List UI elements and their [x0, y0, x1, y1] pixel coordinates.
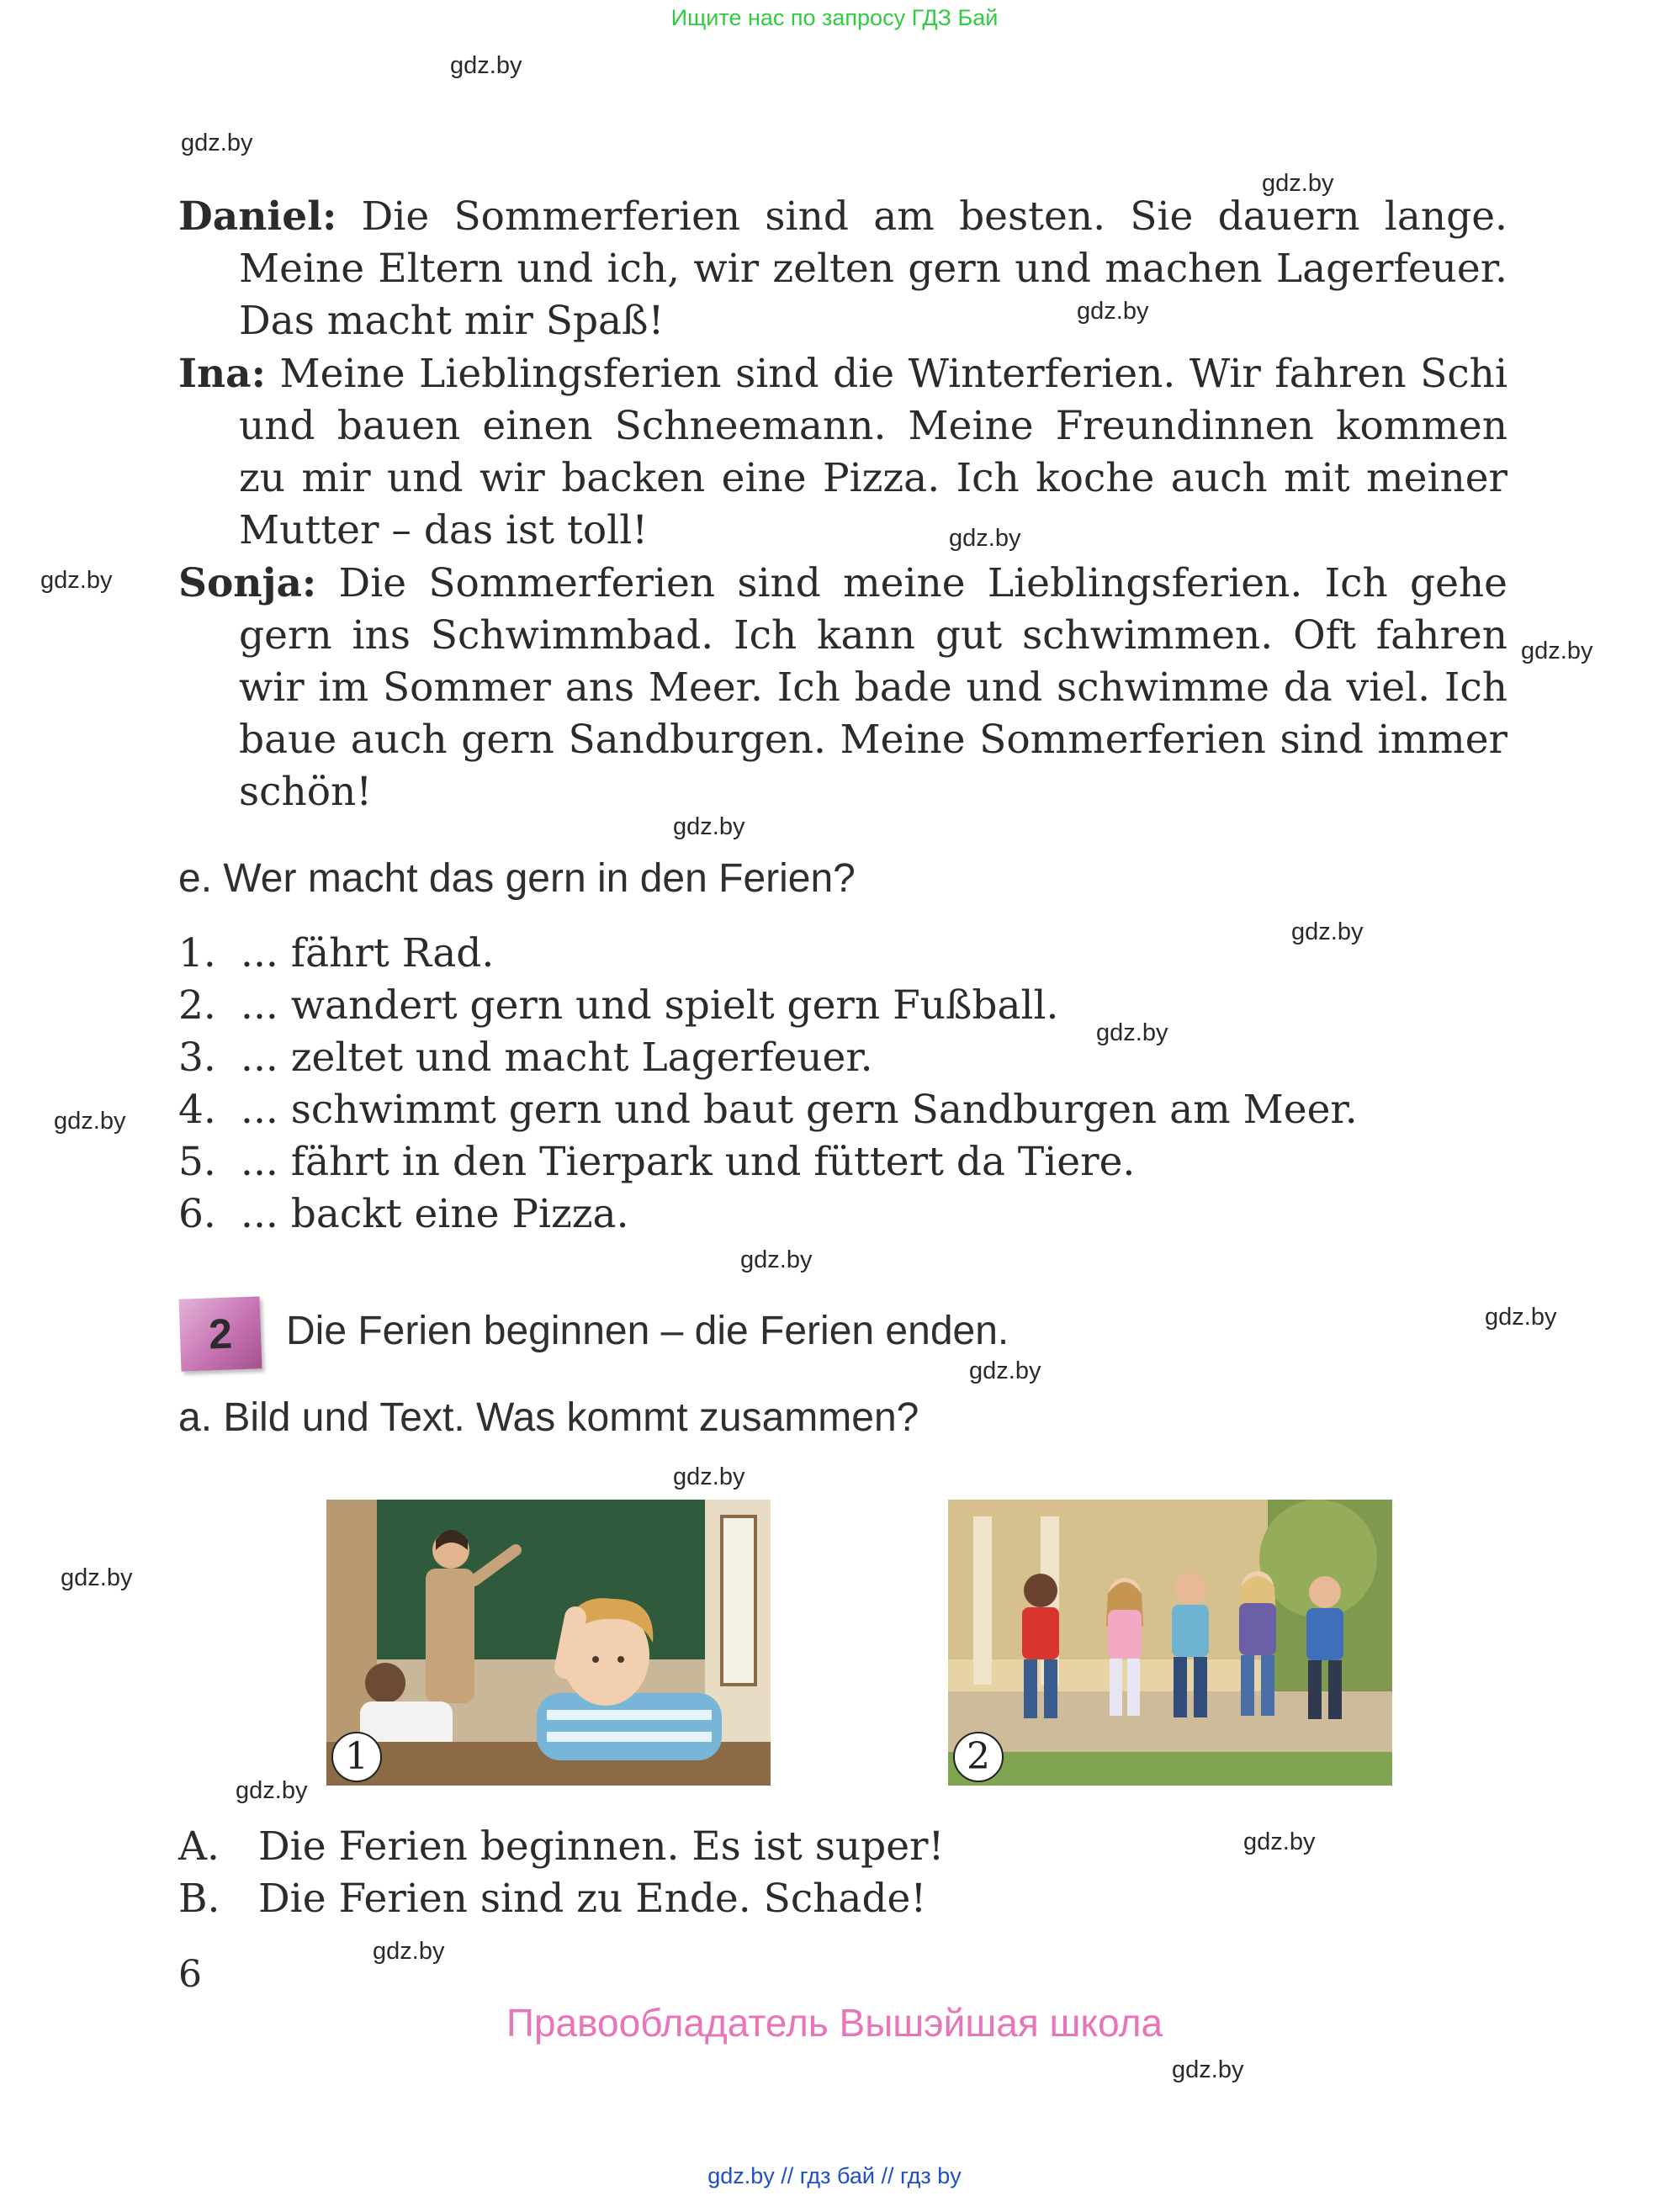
dialogue-sonja	[178, 558, 1507, 818]
item-text: ... zeltet und macht Lagerfeuer.	[241, 1035, 873, 1081]
dialogue-ina	[178, 348, 1507, 557]
photo-number: 1	[331, 1732, 382, 1782]
watermark: gdz.by	[181, 130, 253, 156]
item-number: 6.	[178, 1191, 216, 1237]
item-letter: A.	[178, 1823, 220, 1870]
task-e-heading: e. Wer macht das gern in den Ferien?	[178, 856, 856, 901]
watermark: gdz.by	[54, 1108, 126, 1135]
item-number: 4.	[178, 1087, 216, 1133]
item-text: ... fährt Rad.	[241, 930, 495, 976]
watermark: gdz.by	[1521, 638, 1593, 664]
list-item	[178, 928, 1358, 980]
item-text: ... wandert gern und spielt gern Fußball.	[241, 982, 1059, 1029]
watermark: gdz.by	[1291, 918, 1364, 945]
list-item	[178, 1136, 1358, 1188]
watermark: gdz.by	[40, 567, 113, 594]
watermark: gdz.by	[1077, 298, 1149, 325]
rights-holder: Правообладатель Вышэйшая школа	[506, 2001, 1163, 2045]
task-e-list	[178, 928, 1358, 1241]
item-text: ... fährt in den Tierpark und füttert da Tiere.	[241, 1139, 1136, 1185]
watermark: gdz.by	[450, 52, 522, 79]
list-item	[178, 1821, 944, 1873]
answer-list	[178, 1821, 944, 1925]
item-letter: B.	[178, 1876, 220, 1922]
list-item	[178, 980, 1358, 1032]
item-number: 2.	[178, 982, 216, 1029]
speaker-text: Die Sommerferien sind meine Lieblingsferien. Ich gehe gern ins Schwimmbad. Ich kann gut schwimmen. Oft fahren wir im Sommer ans Meer. Ich bade und schwimme da viel. Ich baue auch gern Sandburgen. Meine Sommerferien sind immer schön!	[239, 560, 1507, 815]
item-number: 5.	[178, 1139, 216, 1185]
speaker-text: Die Sommerferien sind am besten. Sie dauern lange. Meine Eltern und ich, wir zelten gern und machen Lagerfeuer. Das macht mir Spaß!	[239, 193, 1507, 344]
list-item	[178, 1084, 1358, 1136]
list-item	[178, 1873, 944, 1925]
watermark: gdz.by	[236, 1777, 308, 1804]
item-number: 1.	[178, 930, 216, 976]
watermark: gdz.by	[673, 1463, 745, 1490]
watermark: gdz.by	[949, 525, 1021, 552]
item-text: ... backt eine Pizza.	[241, 1191, 629, 1237]
item-text: ... schwimmt gern und baut gern Sandburgen am Meer.	[241, 1087, 1358, 1133]
exercise-subheading: a. Bild und Text. Was kommt zusammen?	[178, 1395, 919, 1440]
watermark: gdz.by	[1485, 1304, 1557, 1331]
footer-links: gdz.by // гдз бай // гдз by	[707, 2163, 962, 2188]
exercise-title: Die Ferien beginnen – die Ferien enden.	[286, 1309, 1009, 1353]
top-banner: Ищите нас по запросу ГДЗ Бай	[670, 5, 999, 30]
dialogue-daniel	[178, 191, 1507, 347]
watermark: gdz.by	[969, 1357, 1041, 1384]
watermark: gdz.by	[61, 1564, 133, 1591]
item-number: 3.	[178, 1035, 216, 1081]
watermark: gdz.by	[740, 1246, 813, 1273]
item-text: Die Ferien sind zu Ende. Schade!	[258, 1876, 927, 1922]
exercise-number: 2	[208, 1310, 233, 1358]
exercise-number-badge	[179, 1296, 262, 1371]
list-item	[178, 1188, 1358, 1241]
speaker-name: Ina:	[178, 351, 266, 397]
photo-number: 2	[953, 1732, 1004, 1782]
list-item	[178, 1032, 1358, 1084]
watermark: gdz.by	[1096, 1019, 1168, 1046]
item-text: Die Ferien beginnen. Es ist super!	[258, 1823, 945, 1870]
watermark: gdz.by	[1262, 170, 1334, 197]
speaker-name: Daniel:	[178, 193, 337, 240]
page-number: 6	[178, 1953, 202, 1996]
speaker-name: Sonja:	[178, 560, 317, 606]
watermark: gdz.by	[373, 1938, 445, 1965]
children-running-photo	[948, 1500, 1392, 1786]
watermark: gdz.by	[673, 813, 745, 840]
watermark: gdz.by	[1172, 2056, 1244, 2083]
watermark: gdz.by	[1243, 1828, 1316, 1855]
speaker-text: Meine Lieblingsferien sind die Winterferien. Wir fahren Schi und bauen einen Schneemann. Meine Freundinnen kommen zu mir und wir backen eine Pizza. Ich koche auch mit meiner Mutter – das ist toll!	[239, 351, 1507, 553]
classroom-photo	[326, 1500, 771, 1786]
